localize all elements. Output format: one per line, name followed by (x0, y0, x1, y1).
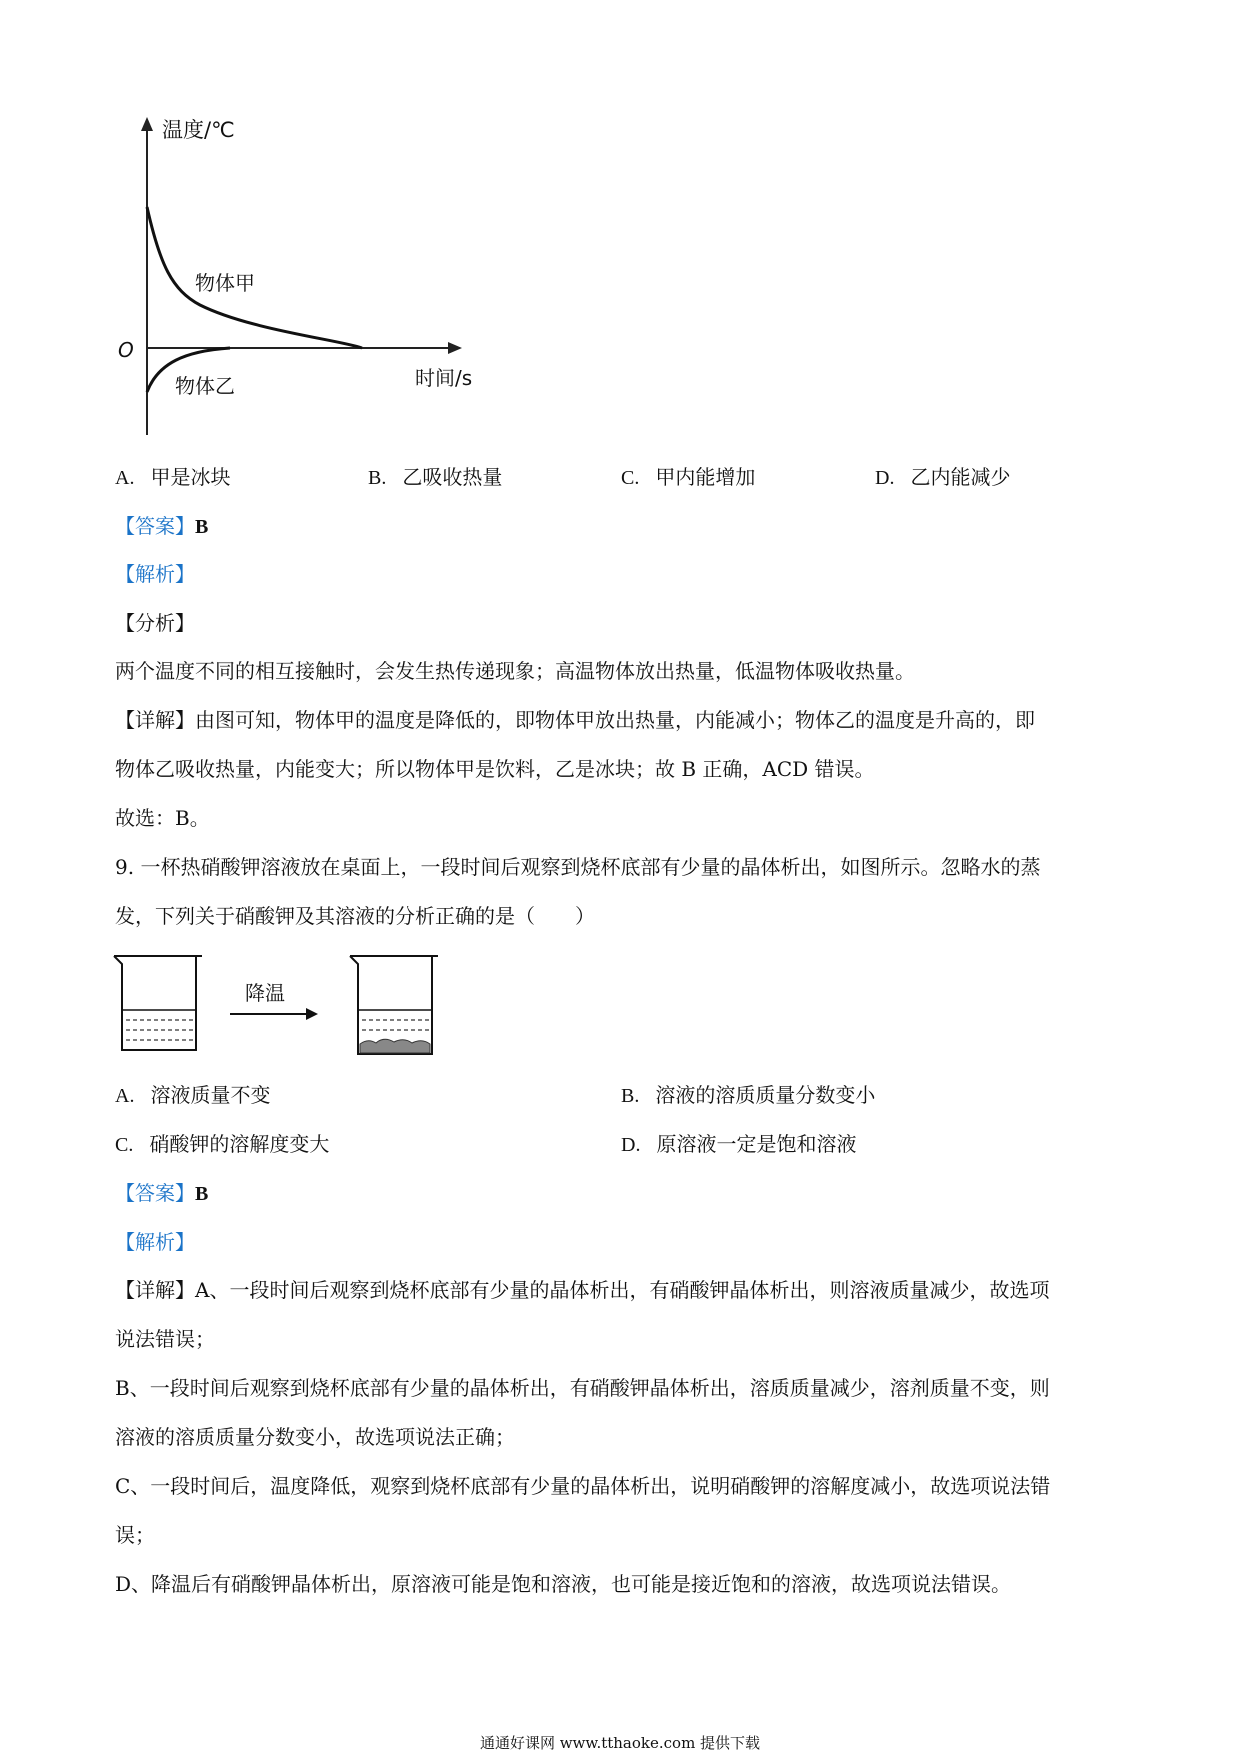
q8-detail-line2: 物体乙吸收热量，内能变大；所以物体甲是饮料，乙是冰块；故 B 正确，ACD 错误。 (115, 757, 875, 781)
y-axis-label: 温度/℃ (162, 118, 235, 142)
q8-option-c (621, 463, 755, 492)
option-letter: C. (621, 467, 640, 489)
curve-a-label: 物体甲 (195, 271, 255, 295)
detail-text: A、一段时间后观察到烧杯底部有少量的晶体析出，有硝酸钾晶体析出，则溶液质量减少，故选项 (195, 1278, 1050, 1302)
option-letter: B. (368, 467, 387, 489)
beaker-before (114, 956, 202, 1050)
option-text: 硝酸钾的溶解度变大 (149, 1132, 330, 1156)
q9-detail-c-line1: C、一段时间后，温度降低，观察到烧杯底部有少量的晶体析出，说明硝酸钾的溶解度减小，故选项说法错 (115, 1474, 1051, 1498)
curve-b-label: 物体乙 (175, 374, 235, 398)
option-letter: C. (115, 1134, 134, 1156)
cooling-label: 降温 (245, 981, 285, 1005)
x-axis-label: 时间/s (415, 366, 473, 390)
answer-value: B (195, 516, 209, 538)
q8-option-b (368, 463, 502, 492)
q9-detail-b-line1: B、一段时间后观察到烧杯底部有少量的晶体析出，有硝酸钾晶体析出，溶质质量减少，溶剂质量不变，则 (115, 1376, 1050, 1400)
option-letter: B. (621, 1085, 640, 1107)
option-text: 乙内能减少 (910, 465, 1011, 489)
q9-detail-a-line2: 说法错误； (115, 1327, 215, 1351)
option-text: 乙吸收热量 (402, 465, 503, 489)
option-text: 甲是冰块 (150, 465, 231, 489)
option-text: 原溶液一定是饱和溶液 (656, 1132, 857, 1156)
y-axis-arrow (141, 117, 153, 131)
page-footer: 通通好课网 www.tthaoke.com 提供下载 (479, 1734, 761, 1752)
x-axis-arrow (448, 342, 462, 354)
q8-option-a (115, 463, 230, 492)
q9-detail-c-line2: 误； (115, 1523, 155, 1547)
q9-stem-line1: 9. 一杯热硝酸钾溶液放在桌面上，一段时间后观察到烧杯底部有少量的晶体析出，如图所示。忽略水的蒸 (115, 855, 1041, 879)
option-text: 溶液质量不变 (150, 1083, 271, 1107)
option-letter: A. (115, 467, 135, 489)
option-letter: D. (875, 467, 895, 489)
q8-analysis-tag: 【解析】 (115, 562, 195, 586)
option-text: 溶液的溶质质量分数变小 (655, 1083, 876, 1107)
q9-detail-b-line2: 溶液的溶质质量分数变小，故选项说法正确； (115, 1425, 515, 1449)
option-letter: D. (621, 1134, 641, 1156)
q8-option-d (875, 463, 1010, 492)
answer-value: B (195, 1183, 209, 1205)
q9-option-a (115, 1081, 270, 1110)
q8-fenxi-tag: 【分析】 (115, 611, 195, 635)
option-letter: A. (115, 1085, 135, 1107)
beaker-after (350, 956, 438, 1054)
detail-tag: 【详解】 (115, 1278, 195, 1302)
q9-answer (115, 1179, 208, 1208)
q9-option-d (621, 1130, 856, 1159)
q9-option-b (621, 1081, 875, 1110)
q9-stem-line2: 发，下列关于硝酸钾及其溶液的分析正确的是（ ） (115, 904, 595, 928)
option-text: 甲内能增加 (655, 465, 756, 489)
q8-detail-line1 (115, 706, 1035, 734)
temperature-time-graph (110, 115, 490, 440)
q8-conclusion: 故选：B。 (115, 806, 210, 830)
q9-detail-d-line1: D、降温后有硝酸钾晶体析出，原溶液可能是饱和溶液，也可能是接近饱和的溶液，故选项说法错误。 (115, 1572, 1012, 1596)
q8-answer (115, 512, 208, 541)
detail-tag: 【详解】 (115, 708, 195, 732)
crystal-deposit (360, 1039, 430, 1053)
q9-option-c (115, 1130, 329, 1159)
q9-detail-a-line1 (115, 1276, 1049, 1304)
cooling-arrow-head (306, 1008, 318, 1020)
q9-analysis-tag: 【解析】 (115, 1230, 195, 1254)
q8-fenxi-text: 两个温度不同的相互接触时，会发生热传递现象；高温物体放出热量，低温物体吸收热量。 (115, 659, 915, 683)
answer-tag: 【答案】 (115, 514, 195, 538)
answer-tag: 【答案】 (115, 1181, 195, 1205)
beaker-cooling-figure (110, 950, 450, 1060)
detail-text: 由图可知，物体甲的温度是降低的，即物体甲放出热量，内能减小；物体乙的温度是升高的，即 (195, 708, 1035, 732)
origin-label: O (118, 338, 134, 362)
